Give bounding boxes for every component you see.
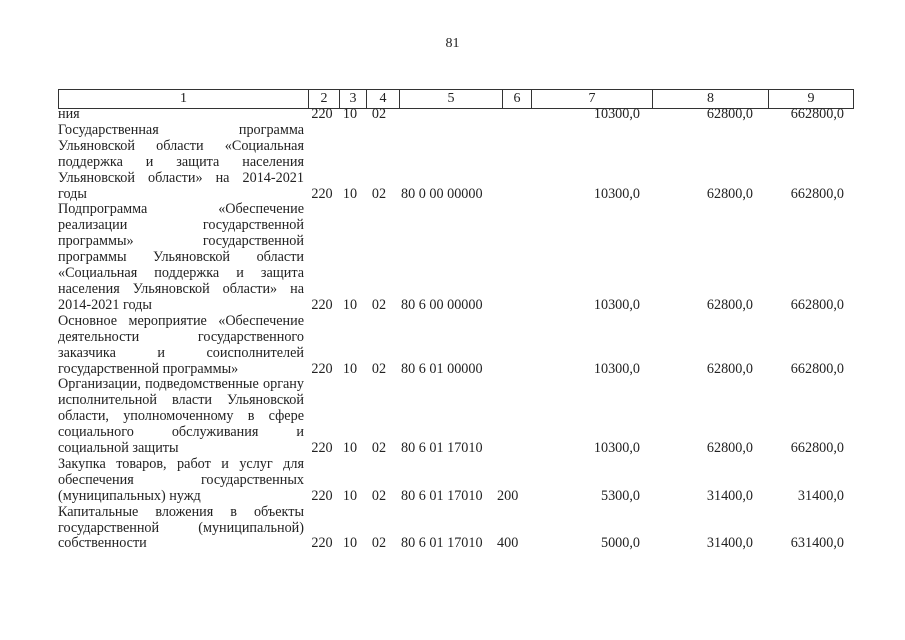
cell-col-3: 10 [342,106,358,122]
cell-col-8: 62800,0 [706,185,753,202]
cell-col-5: 80 0 00 00000 [401,185,483,202]
cell-col-7: 10300,0 [593,360,640,377]
cell-col-9: 662800,0 [790,440,844,457]
row-description: Подпрограмма «Обеспечение реализации государственной программы» государственной программы Ульяновской области «Социальная поддержка и защита населения Ульяновской области» на 2014-2021 годы [58,201,304,313]
cell-col-8: 31400,0 [706,535,753,552]
cell-col-2: 220 [311,440,333,457]
cell-col-3: 10 [342,185,358,202]
cell-col-8: 62800,0 [706,106,753,122]
header-col-2: 2 [309,90,340,108]
cell-col-9: 631400,0 [790,535,844,552]
cell-col-3: 10 [342,360,358,377]
table-row [58,202,844,313]
cell-col-9: 662800,0 [790,106,844,122]
cell-col-8: 31400,0 [706,487,753,504]
cell-col-7: 5300,0 [600,487,640,504]
header-col-5: 5 [400,90,503,108]
cell-col-2: 220 [311,360,333,377]
table-row [58,505,844,553]
cell-col-5: 80 6 00 00000 [401,296,483,313]
cell-col-4: 02 [371,185,387,202]
header-col-6: 6 [503,90,532,108]
cell-col-4: 02 [371,487,387,504]
cell-col-7: 5000,0 [600,535,640,552]
cell-col-4: 02 [371,360,387,377]
row-description: Государственная программа Ульяновской области «Социальная поддержка и защита населения Ульяновской области» на 2014-2021 годы [58,121,304,202]
cell-col-2: 220 [311,487,333,504]
cell-col-2: 220 [311,535,333,552]
cell-col-9: 31400,0 [797,487,844,504]
cell-col-9: 662800,0 [790,296,844,313]
table-row [58,107,844,123]
cell-col-6: 200 [497,487,519,504]
cell-col-8: 62800,0 [706,360,753,377]
cell-col-5: 80 6 01 17010 [401,535,483,552]
cell-col-4: 02 [371,106,387,122]
cell-col-2: 220 [311,296,333,313]
row-description: Основное мероприятие «Обеспечение деятельности государственного заказчика и соисполнителей государственной программы» [58,312,304,377]
cell-col-5: 80 6 01 17010 [401,440,483,457]
cell-col-3: 10 [342,487,358,504]
cell-col-9: 662800,0 [790,360,844,377]
header-col-8: 8 [653,90,769,108]
cell-col-7: 10300,0 [593,296,640,313]
header-col-3: 3 [340,90,367,108]
cell-col-2: 220 [311,106,333,122]
cell-col-4: 02 [371,296,387,313]
cell-col-8: 62800,0 [706,296,753,313]
table-row [58,457,844,505]
table-row [58,377,844,457]
table-body [58,107,844,552]
cell-col-5: 80 6 01 00000 [401,360,483,377]
row-description: Организации, подведомственные органу исполнительной власти Ульяновской области, уполномоченному в сфере социального обслуживания и социальной защиты [58,376,304,457]
cell-col-9: 662800,0 [790,185,844,202]
cell-col-7: 10300,0 [593,106,640,122]
cell-col-4: 02 [371,535,387,552]
cell-col-2: 220 [311,185,333,202]
header-col-9: 9 [807,91,815,106]
row-description: Закупка товаров, работ и услуг для обеспечения государственных (муниципальных) нужд [58,455,304,504]
header-col-7: 7 [532,90,653,108]
page-number: 81 [445,36,460,51]
cell-col-3: 10 [342,440,358,457]
table-row [58,314,844,378]
cell-col-5: 80 6 01 17010 [401,487,483,504]
cell-col-7: 10300,0 [593,185,640,202]
cell-col-4: 02 [371,440,387,457]
table-row [58,123,844,203]
cell-col-6: 400 [497,535,519,552]
cell-col-3: 10 [342,535,358,552]
header-col-1: 1 [59,90,309,108]
row-description: Капитальные вложения в объекты государственной (муниципальной) собственности [58,503,304,552]
row-description: ния [58,106,80,122]
cell-col-7: 10300,0 [593,440,640,457]
cell-col-3: 10 [342,296,358,313]
header-col-4: 4 [367,90,400,108]
cell-col-8: 62800,0 [706,440,753,457]
